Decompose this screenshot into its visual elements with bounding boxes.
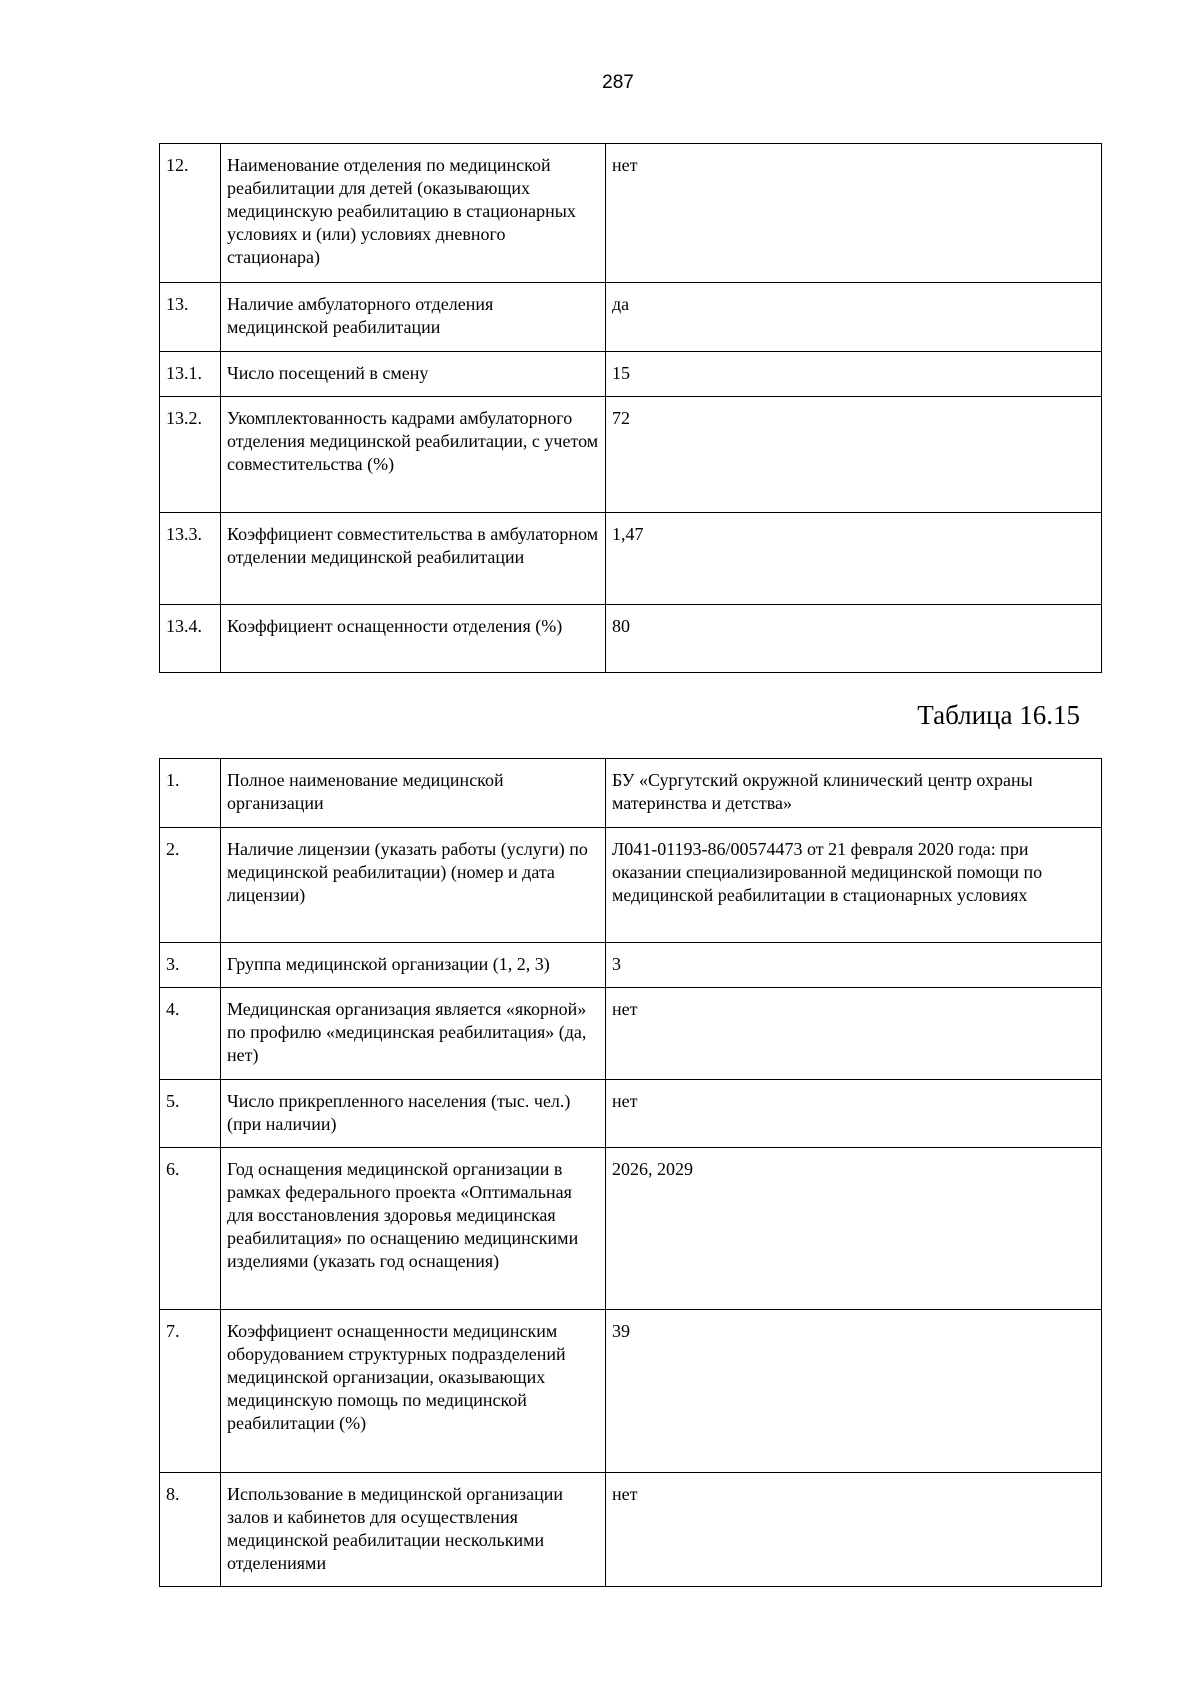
row-label: Полное наименование медицинской организации bbox=[221, 759, 606, 828]
row-label: Использование в медицинской организации залов и кабинетов для осуществления медицинской реабилитации несколькими отделениями bbox=[221, 1473, 606, 1587]
row-number: 1. bbox=[160, 759, 221, 828]
row-label: Коэффициент оснащенности медицинским оборудованием структурных подразделений медицинской организации, оказывающих медицинскую помощь по медицинской реабилитации (%) bbox=[221, 1310, 606, 1473]
row-value: 3 bbox=[606, 943, 1102, 988]
table-row bbox=[160, 397, 1102, 513]
table-row bbox=[160, 605, 1102, 673]
row-value: нет bbox=[606, 1473, 1102, 1587]
row-number: 7. bbox=[160, 1310, 221, 1473]
row-value: Л041-01193-86/00574473 от 21 февраля 2020 года: при оказании специализированной медицинской помощи по медицинской реабилитации в стационарных условиях bbox=[606, 828, 1102, 943]
table-row bbox=[160, 1473, 1102, 1587]
table-continued bbox=[159, 143, 1102, 673]
row-value: БУ «Сургутский окружной клинический центр охраны материнства и детства» bbox=[606, 759, 1102, 828]
table-row bbox=[160, 759, 1102, 828]
row-value: 80 bbox=[606, 605, 1102, 673]
table-row bbox=[160, 144, 1102, 283]
row-number: 13.3. bbox=[160, 513, 221, 605]
table-row bbox=[160, 1080, 1102, 1148]
page-number: 287 bbox=[602, 72, 634, 93]
row-label: Наименование отделения по медицинской реабилитации для детей (оказывающих медицинскую реабилитацию в стационарных условиях и (или) условиях дневного стационара) bbox=[221, 144, 606, 283]
row-value: 39 bbox=[606, 1310, 1102, 1473]
table-row bbox=[160, 352, 1102, 397]
table-16-15 bbox=[159, 758, 1102, 1587]
row-number: 13.1. bbox=[160, 352, 221, 397]
row-label: Медицинская организация является «якорной» по профилю «медицинская реабилитация» (да, нет) bbox=[221, 988, 606, 1080]
row-number: 6. bbox=[160, 1148, 221, 1310]
row-label: Наличие амбулаторного отделения медицинской реабилитации bbox=[221, 283, 606, 352]
row-number: 2. bbox=[160, 828, 221, 943]
row-label: Число прикрепленного населения (тыс. чел.) (при наличии) bbox=[221, 1080, 606, 1148]
table-row bbox=[160, 1310, 1102, 1473]
row-label: Группа медицинской организации (1, 2, 3) bbox=[221, 943, 606, 988]
row-number: 13.4. bbox=[160, 605, 221, 673]
row-label: Коэффициент оснащенности отделения (%) bbox=[221, 605, 606, 673]
row-value: 1,47 bbox=[606, 513, 1102, 605]
table-row bbox=[160, 1148, 1102, 1310]
table-row bbox=[160, 513, 1102, 605]
table-row bbox=[160, 283, 1102, 352]
row-number: 13. bbox=[160, 283, 221, 352]
row-value: 2026, 2029 bbox=[606, 1148, 1102, 1310]
row-label: Коэффициент совместительства в амбулаторном отделении медицинской реабилитации bbox=[221, 513, 606, 605]
row-value: 72 bbox=[606, 397, 1102, 513]
row-label: Укомплектованность кадрами амбулаторного отделения медицинской реабилитации, с учетом совместительства (%) bbox=[221, 397, 606, 513]
row-label: Число посещений в смену bbox=[221, 352, 606, 397]
row-value: да bbox=[606, 283, 1102, 352]
row-number: 12. bbox=[160, 144, 221, 283]
row-number: 5. bbox=[160, 1080, 221, 1148]
row-value: нет bbox=[606, 144, 1102, 283]
row-value: 15 bbox=[606, 352, 1102, 397]
row-label: Год оснащения медицинской организации в рамках федерального проекта «Оптимальная для восстановления здоровья медицинская реабилитация» по оснащению медицинскими изделиями (указать год оснащения) bbox=[221, 1148, 606, 1310]
row-value: нет bbox=[606, 1080, 1102, 1148]
table-row bbox=[160, 988, 1102, 1080]
row-value: нет bbox=[606, 988, 1102, 1080]
row-label: Наличие лицензии (указать работы (услуги) по медицинской реабилитации) (номер и дата лицензии) bbox=[221, 828, 606, 943]
table-row bbox=[160, 943, 1102, 988]
row-number: 8. bbox=[160, 1473, 221, 1587]
table-caption: Таблица 16.15 bbox=[917, 700, 1080, 730]
row-number: 4. bbox=[160, 988, 221, 1080]
row-number: 13.2. bbox=[160, 397, 221, 513]
row-number: 3. bbox=[160, 943, 221, 988]
table-row bbox=[160, 828, 1102, 943]
